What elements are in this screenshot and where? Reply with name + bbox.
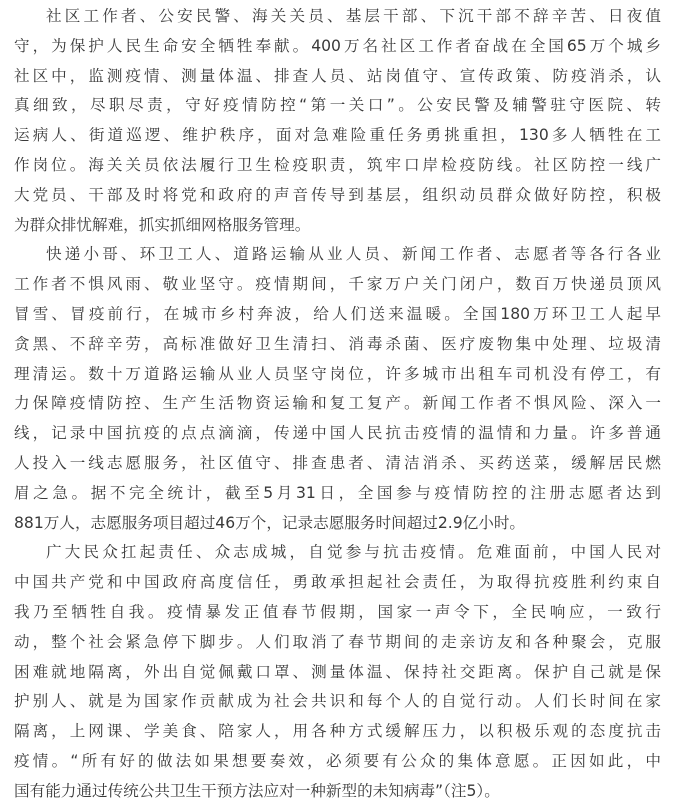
text-line: 国有能力通过传统公共卫生干预方法应对一种新型的未知病毒”（注5）。	[14, 781, 500, 800]
text-line: 运病人、街道巡逻、维护秩序，面对急难险重任务勇挑重担，130多人牺牲在工	[14, 126, 661, 145]
paragraph-service-workers	[14, 240, 661, 538]
text-line: 眉之急。据不完全统计，截至5月31日，全国参与疫情防控的注册志愿者达到	[14, 483, 661, 502]
text-line: 为群众排忧解难，抓实抓细网格服务管理。	[14, 215, 311, 234]
text-line: 881万人，志愿服务项目超过46万个，记录志愿服务时间超过2.9亿小时。	[14, 513, 526, 532]
text-line: 社区中，监测疫情、测量体温、排查人员、站岗值守、宣传政策、防疫消杀，认	[14, 66, 661, 85]
text-line: 守，为保护人民生命安全牺牲奉献。400万名社区工作者奋战在全国65万个城乡	[14, 36, 661, 55]
text-line: 困难就地隔离，外出自觉佩戴口罩、测量体温、保持社交距离。保护自己就是保	[14, 662, 661, 681]
text-line: 贪黑、不辞辛劳，高标准做好卫生清扫、消毒杀菌、医疗废物集中处理、垃圾清	[14, 334, 661, 353]
text-line: 真细致，尽职尽责，守好疫情防控“第一关口”。公安民警及辅警驻守医院、转	[14, 96, 661, 115]
text-line: 冒雪、冒疫前行，在城市乡村奔波，给人们送来温暖。全国180万环卫工人起早	[14, 304, 661, 323]
text-line: 护别人、就是为国家作贡献成为社会共识和每个人的自觉行动。人们长时间在家	[14, 692, 661, 711]
text-line: 线，记录中国抗疫的点点滴滴，传递中国人民抗击疫情的温情和力量。许多普通	[14, 424, 661, 443]
text-line: 理清运。数十万道路运输从业人员坚守岗位，许多城市出租车司机没有停工，有	[14, 364, 661, 383]
text-line: 隔离，上网课、学美食、陪家人，用各种方式缓解压力，以积极乐观的态度抗击	[14, 722, 661, 741]
text-line: 人投入一线志愿服务，社区值守、排查患者、清洁消杀、买药送菜，缓解居民燃	[14, 453, 661, 472]
paragraph-community-workers	[14, 2, 661, 240]
text-line: 力保障疫情防控、生产生活物资运输和复工复产。新闻工作者不惧风险、深入一	[14, 394, 661, 413]
text-line: 疫情。“所有好的做法如果想要奏效，必须要有公众的集体意愿。正因如此，中	[14, 751, 661, 770]
text-line: 作岗位。海关关员依法履行卫生检疫职责，筑牢口岸检疫防线。社区防控一线广	[14, 155, 661, 174]
text-line: 快递小哥、环卫工人、道路运输从业人员、新闻工作者、志愿者等各行各业	[46, 245, 661, 264]
text-line: 工作者不惧风雨、敬业坚守。疫情期间，千家万户关门闭户，数百万快递员顶风	[14, 275, 661, 294]
text-line: 我乃至牺牲自我。疫情暴发正值春节假期，国家一声令下，全民响应，一致行	[14, 602, 661, 621]
text-line: 社区工作者、公安民警、海关关员、基层干部、下沉干部不辞辛苦、日夜值	[46, 7, 661, 25]
text-line: 广大民众扛起责任、众志成城，自觉参与抗击疫情。危难面前，中国人民对	[46, 543, 661, 562]
text-line: 中国共产党和中国政府高度信任，勇敢承担起社会责任，为取得抗疫胜利约束自	[14, 573, 661, 592]
paragraph-public-response	[14, 538, 661, 806]
text-line: 大党员、干部及时将党和政府的声音传导到基层，组织动员群众做好防控，积极	[14, 185, 661, 204]
text-line: 动，整个社会紧急停下脚步。人们取消了春节期间的走亲访友和各种聚会，克服	[14, 632, 661, 651]
